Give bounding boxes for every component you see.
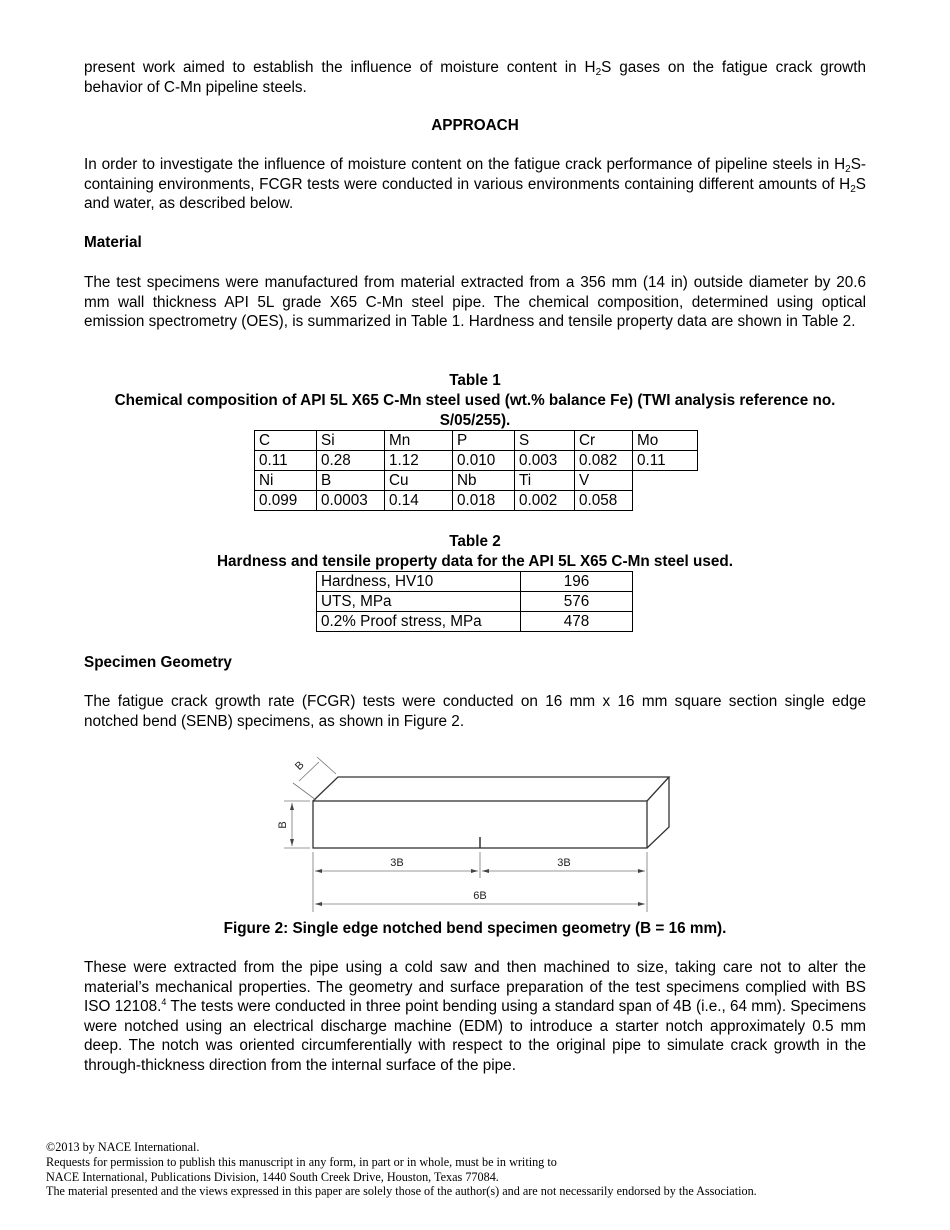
table-cell: 0.099 [255, 491, 317, 511]
dim-length: 6B [473, 890, 487, 902]
dim-depth: B [293, 759, 307, 773]
table-cell: Si [317, 431, 385, 451]
text: S and water, as described below. [84, 175, 866, 213]
table-cell: V [575, 471, 633, 491]
text: In order to investigate the influence of moisture content on the fatigue crack performance of pipeline steels in H [84, 156, 846, 173]
table-cell: 0.058 [575, 491, 633, 511]
table-cell: Ni [255, 471, 317, 491]
table-cell: 0.14 [385, 491, 453, 511]
figure2-caption: Figure 2: Single edge notched bend specimen geometry (B = 16 mm). [223, 920, 727, 937]
property-name: 0.2% Proof stress, MPa [317, 612, 521, 632]
table-cell: Mn [385, 431, 453, 451]
table-cell: 0.082 [575, 451, 633, 471]
subscript: 2 [595, 67, 602, 78]
material-heading: Material [84, 234, 142, 251]
property-value: 576 [521, 592, 633, 612]
table-cell: C [255, 431, 317, 451]
table-cell: 0.002 [515, 491, 575, 511]
property-value: 478 [521, 612, 633, 632]
text: The tests were conducted in three point bending using a standard span of 4B (i.e., 64 mm). Specimens were notched using an electrical discharge machine (EDM) to introduce a starter notch approximately 0.5 mm deep. The notch was oriented circumferentially with respect to the original pipe to simulate crack growth in the through-thickness direction from the internal surface of the pipe. [84, 998, 867, 1074]
dim-right-half: 3B [557, 857, 571, 869]
approach-heading: APPROACH [431, 117, 519, 134]
table-cell: Ti [515, 471, 575, 491]
table-cell: 0.11 [633, 451, 698, 471]
footer-line: Requests for permission to publish this manuscript in any form, in part or in whole, must be in writing to [46, 1154, 557, 1169]
table-cell: 1.12 [385, 451, 453, 471]
table-cell: B [317, 471, 385, 491]
table-cell: S [515, 431, 575, 451]
subscript: 2 [845, 164, 851, 175]
table-cell: Cu [385, 471, 453, 491]
reference-superscript: 4 [161, 997, 167, 1008]
specimen-prep-paragraph [84, 958, 866, 1076]
table-cell: 0.003 [515, 451, 575, 471]
text: S gases on the fatigue crack growth behavior of C-Mn pipeline steels. [84, 59, 866, 96]
table-cell: P [453, 431, 515, 451]
text: S-containing environments, FCGR tests were conducted in various environments containing different amounts of H [84, 156, 866, 193]
property-name: Hardness, HV10 [317, 572, 521, 592]
specimen-paragraph: The fatigue crack growth rate (FCGR) tests were conducted on 16 mm x 16 mm square section single edge notched bend (SENB) specimens, as shown in Figure 2. [84, 693, 866, 730]
dimension-lines [284, 757, 647, 912]
table-cell: Cr [575, 431, 633, 451]
table2-caption: Hardness and tensile property data for the API 5L X65 C-Mn steel used. [217, 553, 733, 570]
footer-line: ©2013 by NACE International. [46, 1140, 200, 1154]
table1-caption: Chemical composition of API 5L X65 C-Mn steel used (wt.% balance Fe) (TWI analysis reference no. S/05/255). [114, 392, 836, 429]
table-cell: 0.018 [453, 491, 515, 511]
table-cell: Nb [453, 471, 515, 491]
material-paragraph: The test specimens were manufactured from material extracted from a 356 mm (14 in) outside diameter by 20.6 mm wall thickness API 5L grade X65 C-Mn steel pipe. The chemical composition, determined using optical emission spectrometry (OES), is summarized in Table 1. Hardness and tensile property data are shown in Table 2. [84, 274, 866, 331]
copyright-footer [46, 1140, 757, 1199]
table-cell: 0.28 [317, 451, 385, 471]
table1-title: Table 1 [449, 372, 501, 389]
table2-title: Table 2 [449, 533, 501, 550]
dim-left-half: 3B [390, 857, 404, 869]
specimen-geometry-heading: Specimen Geometry [84, 654, 232, 671]
subscript: 2 [850, 183, 856, 195]
footer-line: The material presented and the views expressed in this paper are solely those of the author(s) and are not necessarily endorsed by the Association. [46, 1184, 757, 1199]
footer-line: NACE International, Publications Division, 1440 South Creek Drive, Houston, Texas 77084. [46, 1169, 499, 1184]
text: These were extracted from the pipe using a cold saw and then machined to size, taking care not to alter the material’s mechanical properties. The geometry and surface preparation of the test specimens complied with BS ISO 12108. [84, 959, 866, 1016]
table-cell: 0.0003 [317, 491, 385, 511]
table-cell: 0.11 [255, 451, 317, 471]
dim-height: B [277, 821, 289, 829]
text: present work aimed to establish the influence of moisture content in H [84, 59, 596, 76]
table-cell: Mo [633, 431, 698, 451]
table-cell: 0.010 [453, 451, 515, 471]
property-value: 196 [521, 572, 633, 592]
property-name: UTS, MPa [317, 592, 521, 612]
specimen-outline [313, 777, 669, 848]
